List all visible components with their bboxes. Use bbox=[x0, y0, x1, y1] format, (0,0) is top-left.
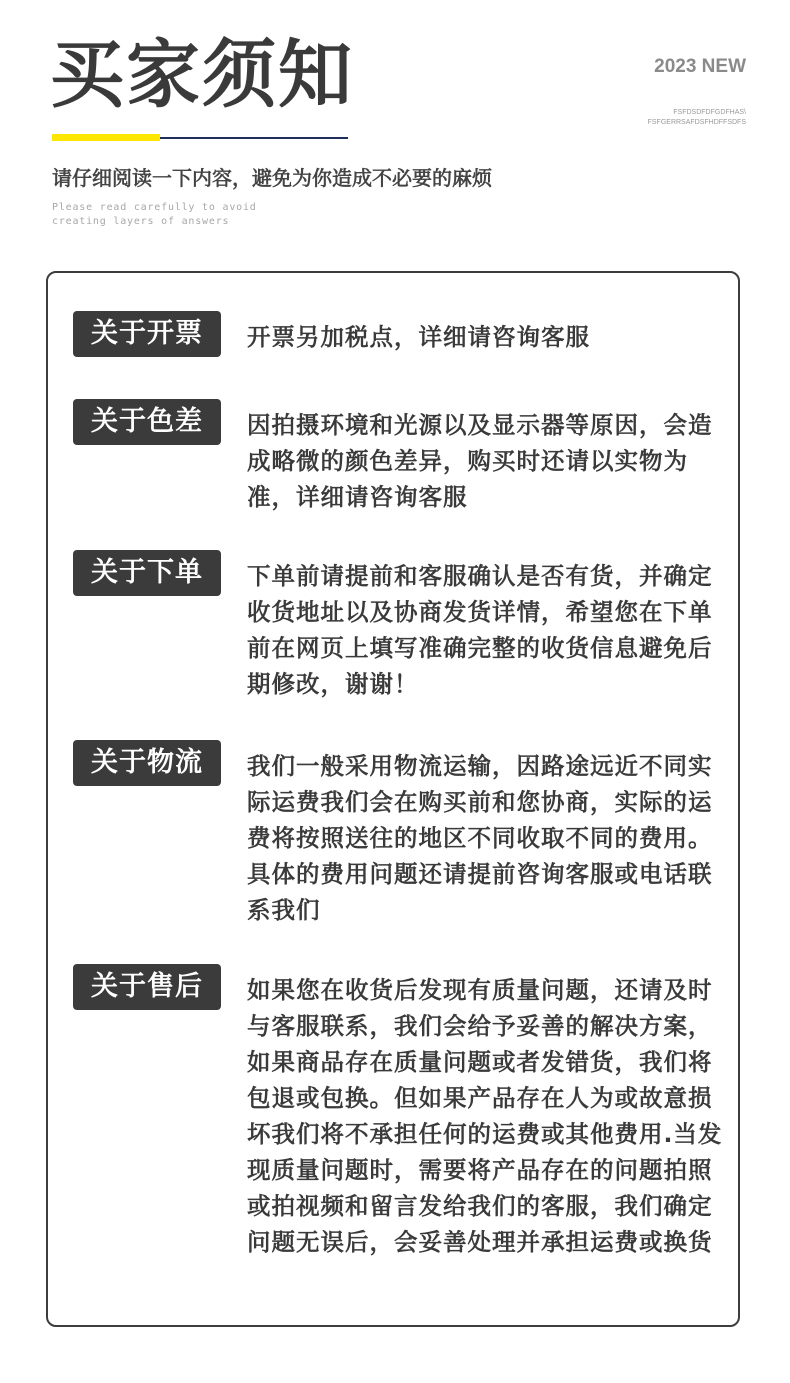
section-tag: 关于物流 bbox=[73, 740, 221, 786]
section-tag: 关于色差 bbox=[73, 399, 221, 445]
notice-panel bbox=[46, 271, 740, 1327]
section-tag: 关于开票 bbox=[73, 311, 221, 357]
section-text: 如果您在收货后发现有质量问题，还请及时与客服联系，我们会给予妥善的解决方案，如果商品存在质量问题或者发错货，我们将包退或包换。但如果产品存在人为或故意损坏我们将不承担任何的运费或其他费用.当发现质量问题时，需要将产品存在的问题拍照或拍视频和留言发给我们的客服，我们确定问题无误后，会妥善处理并承担运费或换货 bbox=[247, 976, 723, 1256]
page-title: 买家须知 bbox=[50, 32, 354, 118]
section-tag: 关于下单 bbox=[73, 550, 221, 596]
section-tag: 关于售后 bbox=[73, 964, 221, 1010]
year-label: 2023 NEW bbox=[654, 56, 746, 77]
decorative-tiny-text bbox=[648, 108, 746, 128]
section-text: 开票另加税点，详细请咨询客服 bbox=[247, 323, 590, 351]
section-text: 下单前请提前和客服确认是否有货，并确定收货地址以及协商发货详情，希望您在下单前在网页上填写准确完整的收货信息避免后期修改，谢谢！ bbox=[247, 562, 713, 698]
section-text: 因拍摄环境和光源以及显示器等原因，会造成略微的颜色差异，购买时还请以实物为准，详细请咨询客服 bbox=[247, 411, 713, 511]
accent-bar-navy bbox=[160, 137, 348, 139]
accent-bar-yellow bbox=[52, 134, 160, 141]
tiny-text-line-2: FSFGERRSAFDSFHDFFSDFS bbox=[647, 119, 746, 126]
subtitle: 请仔细阅读一下内容，避免为你造成不必要的麻烦 bbox=[52, 166, 492, 190]
tiny-text-line-1: FSFDSDFDFGDFHAS\ bbox=[673, 109, 746, 116]
subtitle-english: Please read carefully to avoid creating layers of answers bbox=[52, 202, 257, 227]
section-text: 我们一般采用物流运输，因路途远近不同实际运费我们会在购买前和您协商，实际的运费将按照送往的地区不同收取不同的费用。具体的费用问题还请提前咨询客服或电话联系我们 bbox=[247, 752, 713, 924]
